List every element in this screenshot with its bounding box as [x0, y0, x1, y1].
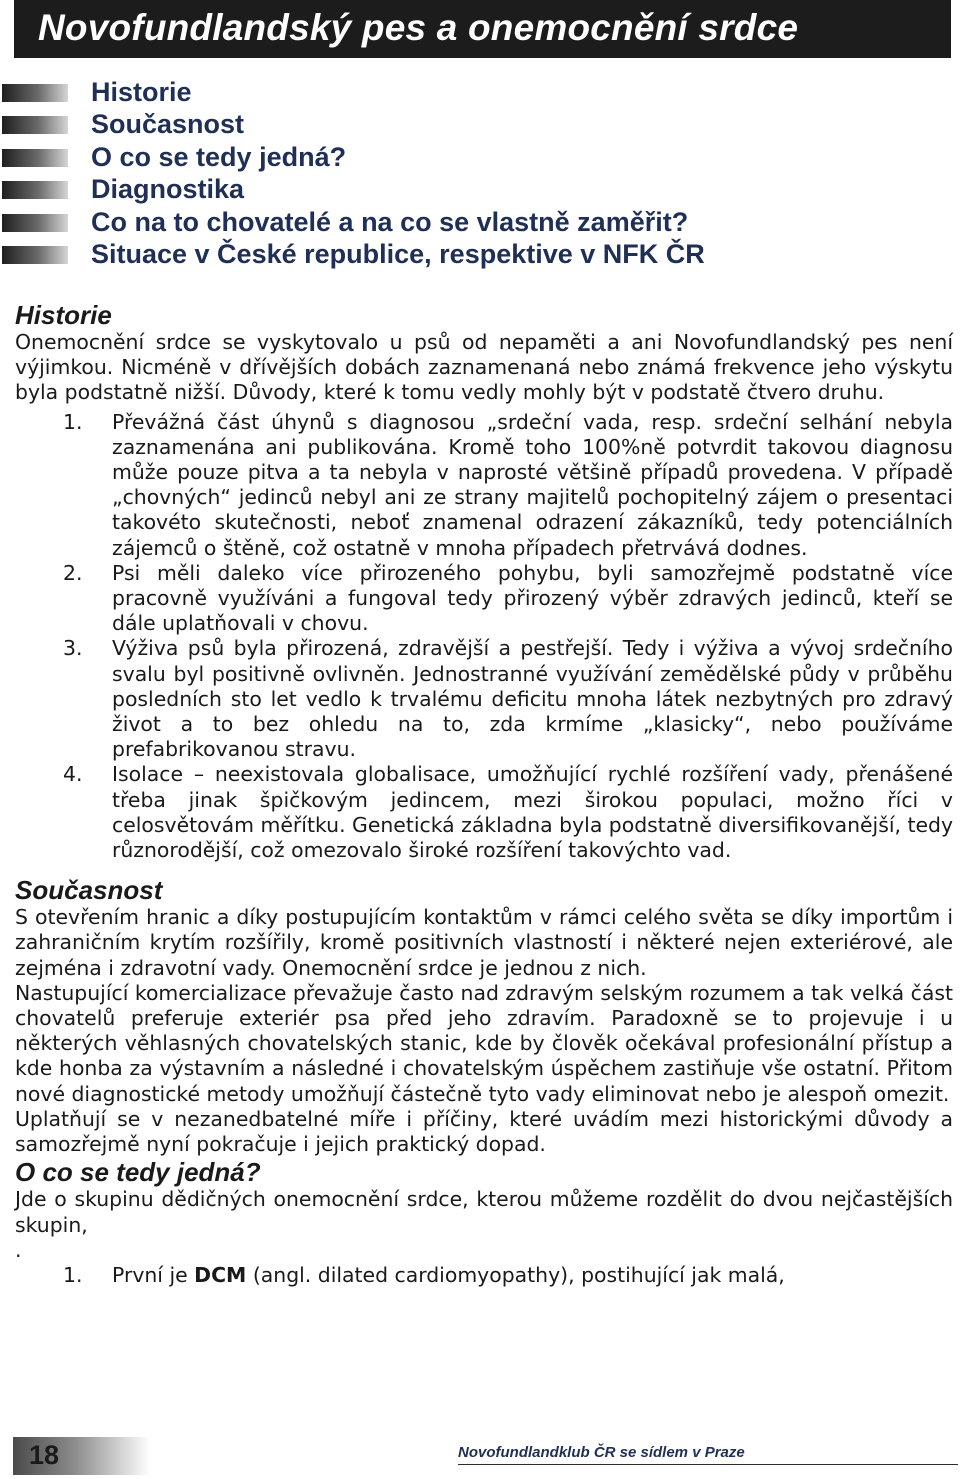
- soucasnost-paragraph: Nastupující komercializace převažuje často nad zdravým selským rozumem a tak velká část chovatelů preferuje exteriér psa před jeho zdravím. Paradoxně se to projevuje i u některých věhlasných chovatelských stanic, kde by člověk očekával profesionální přístup a kde honba za výstavním a následné i chovatelským úspěchem zastiňuje vše ostatní. Přitom nové diagnostické metody umožňují částečně tyto vady eliminovat nebo je alespoň omezit.: [15, 980, 953, 1106]
- page-number: 18: [29, 1440, 60, 1470]
- list-number: 2.: [63, 560, 83, 585]
- toc-link-situace-cr[interactable]: Situace v České republice, respektive v NFK ČR: [91, 238, 705, 269]
- list-item: [15, 410, 953, 561]
- article-body: [15, 300, 953, 1288]
- toc-link-historie[interactable]: Historie: [91, 77, 192, 107]
- list-text: Psi měli daleko více přirozeného pohybu, byli samozřejmě podstatně více pracovně využíváni a fungoval tedy přirozený výběr zdravých jedinců, kteří se dále uplatňovali v chovu.: [112, 560, 953, 636]
- toc-bullet-bar: [2, 116, 68, 134]
- section-heading-o-co-jde: O co se tedy jedná?: [15, 1157, 261, 1188]
- list-text: Isolace – neexistovala globalisace, umožňující rychlé rozšíření vady, přenášené třeba jinak špičkovým jedincem, mezi širokou populaci, možno říci v celosvětovám měřítku. Genetická základna byla podstatně diversifikovanější, tedy různorodější, což omezovalo široké rozšíření takovýchto vad.: [112, 762, 954, 863]
- toc-link-diagnostika[interactable]: Diagnostika: [91, 174, 245, 205]
- page-number-box: [13, 1437, 150, 1475]
- list-item: [15, 762, 953, 863]
- footer-credit: Novofundlandklub ČR se sídlem v Praze: [458, 1444, 745, 1461]
- toc-bullet-bar: [2, 84, 68, 102]
- o-co-jde-intro: Jde o skupinu dědičných onemocnění srdce, kterou můžeme rozdělit do dvou nejčastějších skupin,: [15, 1187, 953, 1237]
- toc-link-o-co-jde[interactable]: O co se tedy jedná?: [91, 141, 347, 172]
- section-heading-soucasnost: Současnost: [15, 875, 163, 906]
- page-title: Novofundlandský pes a onemocnění srdce: [38, 7, 799, 48]
- toc-bullet-bar: [2, 246, 68, 264]
- o-co-jde-list: [15, 1263, 953, 1288]
- toc-link-chovatele[interactable]: Co na to chovatelé a na co se vlastně zaměřit?: [91, 206, 689, 237]
- footer-rule: [458, 1464, 958, 1465]
- soucasnost-paragraph: S otevřením hranic a díky postupujícím kontaktům v rámci celého světa se díky importům i zahraničním krytím rozšířily, kromě positivních vlastností i některé nejen exteriérové, ale zejména i zdravotní vady. Onemocnění srdce je jednou z nich.: [15, 905, 953, 980]
- list-text: Převážná část úhynů s diagnosou „srdeční vada, resp. srdeční selhání nebyla zaznamenána ani publikována. Kromě toho 100%ně potvrdit takovou diagnosu může pouze pitva a ta nebyla v naprosté většině případů provedena. V případě „chovných“ jedinců nebyl ani ze strany majitelů pochopitelný zájem o presentaci takovéto skutečnosti, neboť znamenal odrazení zákazníků, tedy potenciálních zájemců o štěně, což ostatně v mnoha případech přetrvává dodnes.: [112, 409, 953, 560]
- list-text: První je: [112, 1262, 195, 1287]
- list-number: 4.: [63, 762, 83, 787]
- stray-dot: .: [15, 1237, 22, 1262]
- list-item: [15, 1263, 953, 1288]
- list-number: 1.: [63, 409, 83, 434]
- list-item: [15, 561, 953, 637]
- dcm-term: DCM: [194, 1262, 247, 1287]
- title-bar: [14, 0, 951, 58]
- list-text: Výživa psů byla přirozená, zdravější a pestřejší. Tedy i výživa a vývoj srdečního svalu byl positivně ovlivněn. Jednostranné využívání zemědělské půdy v průběhu posledních sto let vedlo k trvalému deficitu mnoha látek nezbytných pro zdravý život a to bez ohledu na to, zda krmíme „klasicky“, nebo používáme prefabrikovanou stravu.: [112, 636, 953, 762]
- list-number: 3.: [63, 636, 83, 661]
- historie-intro: Onemocnění srdce se vyskytovalo u psů od nepaměti a ani Novofundlandský pes není výjimkou. Nicméně v dřívějších dobách zaznamenaná nebo známá frekvence jeho výskytu byla podstatně nižší. Důvody, které k tomu vedly mohly být v podstatě čtvero druhu.: [15, 330, 953, 405]
- toc-bullet-bar: [2, 149, 68, 167]
- list-text: (angl. dilated cardiomyopathy), postihující jak malá,: [246, 1262, 785, 1287]
- historie-list: [15, 410, 953, 864]
- toc-bullet-bar: [2, 214, 68, 232]
- list-item: [15, 636, 953, 762]
- soucasnost-paragraph: Uplatňují se v nezanedbatelné míře i příčiny, které uvádím mezi historickými důvody a samozřejmě nyní pokračuje i jejich praktický dopad.: [15, 1106, 953, 1157]
- list-number: 1.: [63, 1262, 83, 1287]
- toc-bullet-bar: [2, 181, 68, 199]
- section-heading-historie: Historie: [15, 300, 112, 330]
- toc-link-soucasnost[interactable]: Současnost: [91, 109, 245, 140]
